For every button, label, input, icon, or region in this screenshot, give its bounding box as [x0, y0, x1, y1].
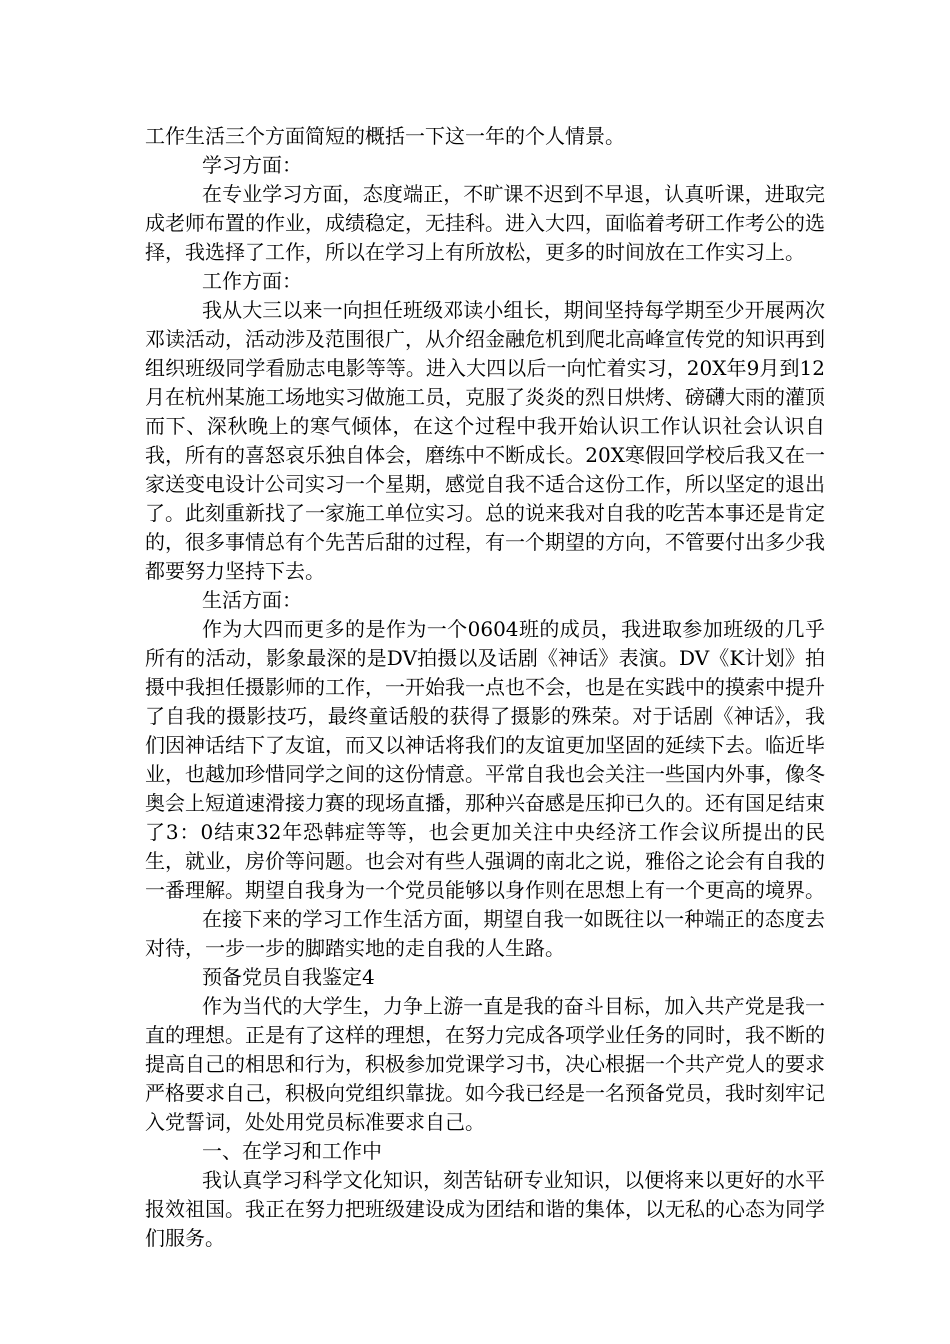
- paragraph-work: 我从大三以来一向担任班级邓读小组长，期间坚持每学期至少开展两次邓读活动，活动涉及范围很广，从介绍金融危机到爬北高峰宣传党的知识再到组织班级同学看励志电影等等。进入大四以后一向忙着实习，20X年9月到12月在杭州某施工场地实习做施工员，克服了炎炎的烈日烘烤、磅礴大雨的灌顶而下、深秋晚上的寒气倾体，在这个过程中我开始认识工作认识社会认识自我，所有的喜怒哀乐独自体会，磨练中不断成长。20X寒假回学校后我又在一家送变电设计公司实习一个星期，感觉自我不适合这份工作，所以坚定的退出了。此刻重新找了一家施工单位实习。总的说来我对自我的吃苦本事还是肯定的，很多事情总有个先苦后甜的过程，有一个期望的方向，不管要付出多少我都要努力坚持下去。: [145, 298, 825, 583]
- paragraph-study: 在专业学习方面，态度端正，不旷课不迟到不早退，认真听课，进取完成老师布置的作业，成绩稳定，无挂科。进入大四，面临着考研工作考公的选择，我选择了工作，所以在学习上有所放松，更多的时间放在工作实习上。: [145, 182, 825, 264]
- heading-study-and-work: 一、在学习和工作中: [202, 1139, 382, 1163]
- paragraph-outlook: 在接下来的学习工作生活方面，期望自我一如既往以一种端正的态度去对待，一步一步的脚踏实地的走自我的人生路。: [145, 907, 825, 960]
- paragraph-party-ideal: 作为当代的大学生，力争上游一直是我的奋斗目标，加入共产党是我一直的理想。正是有了这样的理想，在努力完成各项学业任务的同时，我不断的提高自己的相思和行为，积极参加党课学习书，决心根据一个共产党人的要求严格要求自己，积极向党组织靠拢。如今我已经是一名预备党员，我时刻牢记入党誓词，处处用党员标准要求自己。: [145, 994, 825, 1134]
- heading-study: 学习方面：: [202, 153, 302, 177]
- heading-self-assessment-4: 预备党员自我鉴定4: [202, 965, 375, 989]
- heading-work: 工作方面：: [202, 269, 302, 293]
- paragraph-intro-continued: 工作生活三个方面简短的概括一下这一年的个人情景。: [145, 124, 625, 148]
- paragraph-life: 作为大四而更多的是作为一个0604班的成员，我进取参加班级的几乎所有的活动，影象最深的是DV拍摄以及话剧《神话》表演。DV《K计划》拍摄中我担任摄影师的工作，一开始我一点也不会，也是在实践中的摸索中提升了自我的摄影技巧，最终童话般的获得了摄影的殊荣。对于话剧《神话》，我们因神话结下了友谊，而又以神话将我们的友谊更加坚固的延续下去。临近毕业，也越加珍惜同学之间的这份情意。平常自我也会关注一些国内外事，像冬奥会上短道速滑接力赛的现场直播，那种兴奋感是压抑已久的。还有国足结束了3：0结束32年恐韩症等等，也会更加关注中央经济工作会议所提出的民生，就业，房价等问题。也会对有些人强调的南北之说，雅俗之论会有自我的一番理解。期望自我身为一个党员能够以身作则在思想上有一个更高的境界。: [145, 617, 825, 902]
- heading-life: 生活方面：: [202, 588, 302, 612]
- document-body: [145, 122, 825, 1253]
- paragraph-study-and-work: 我认真学习科学文化知识，刻苦钻研专业知识，以便将来以更好的水平报效祖国。我正在努力把班级建设成为团结和谐的集体，以无私的心态为同学们服务。: [145, 1168, 825, 1250]
